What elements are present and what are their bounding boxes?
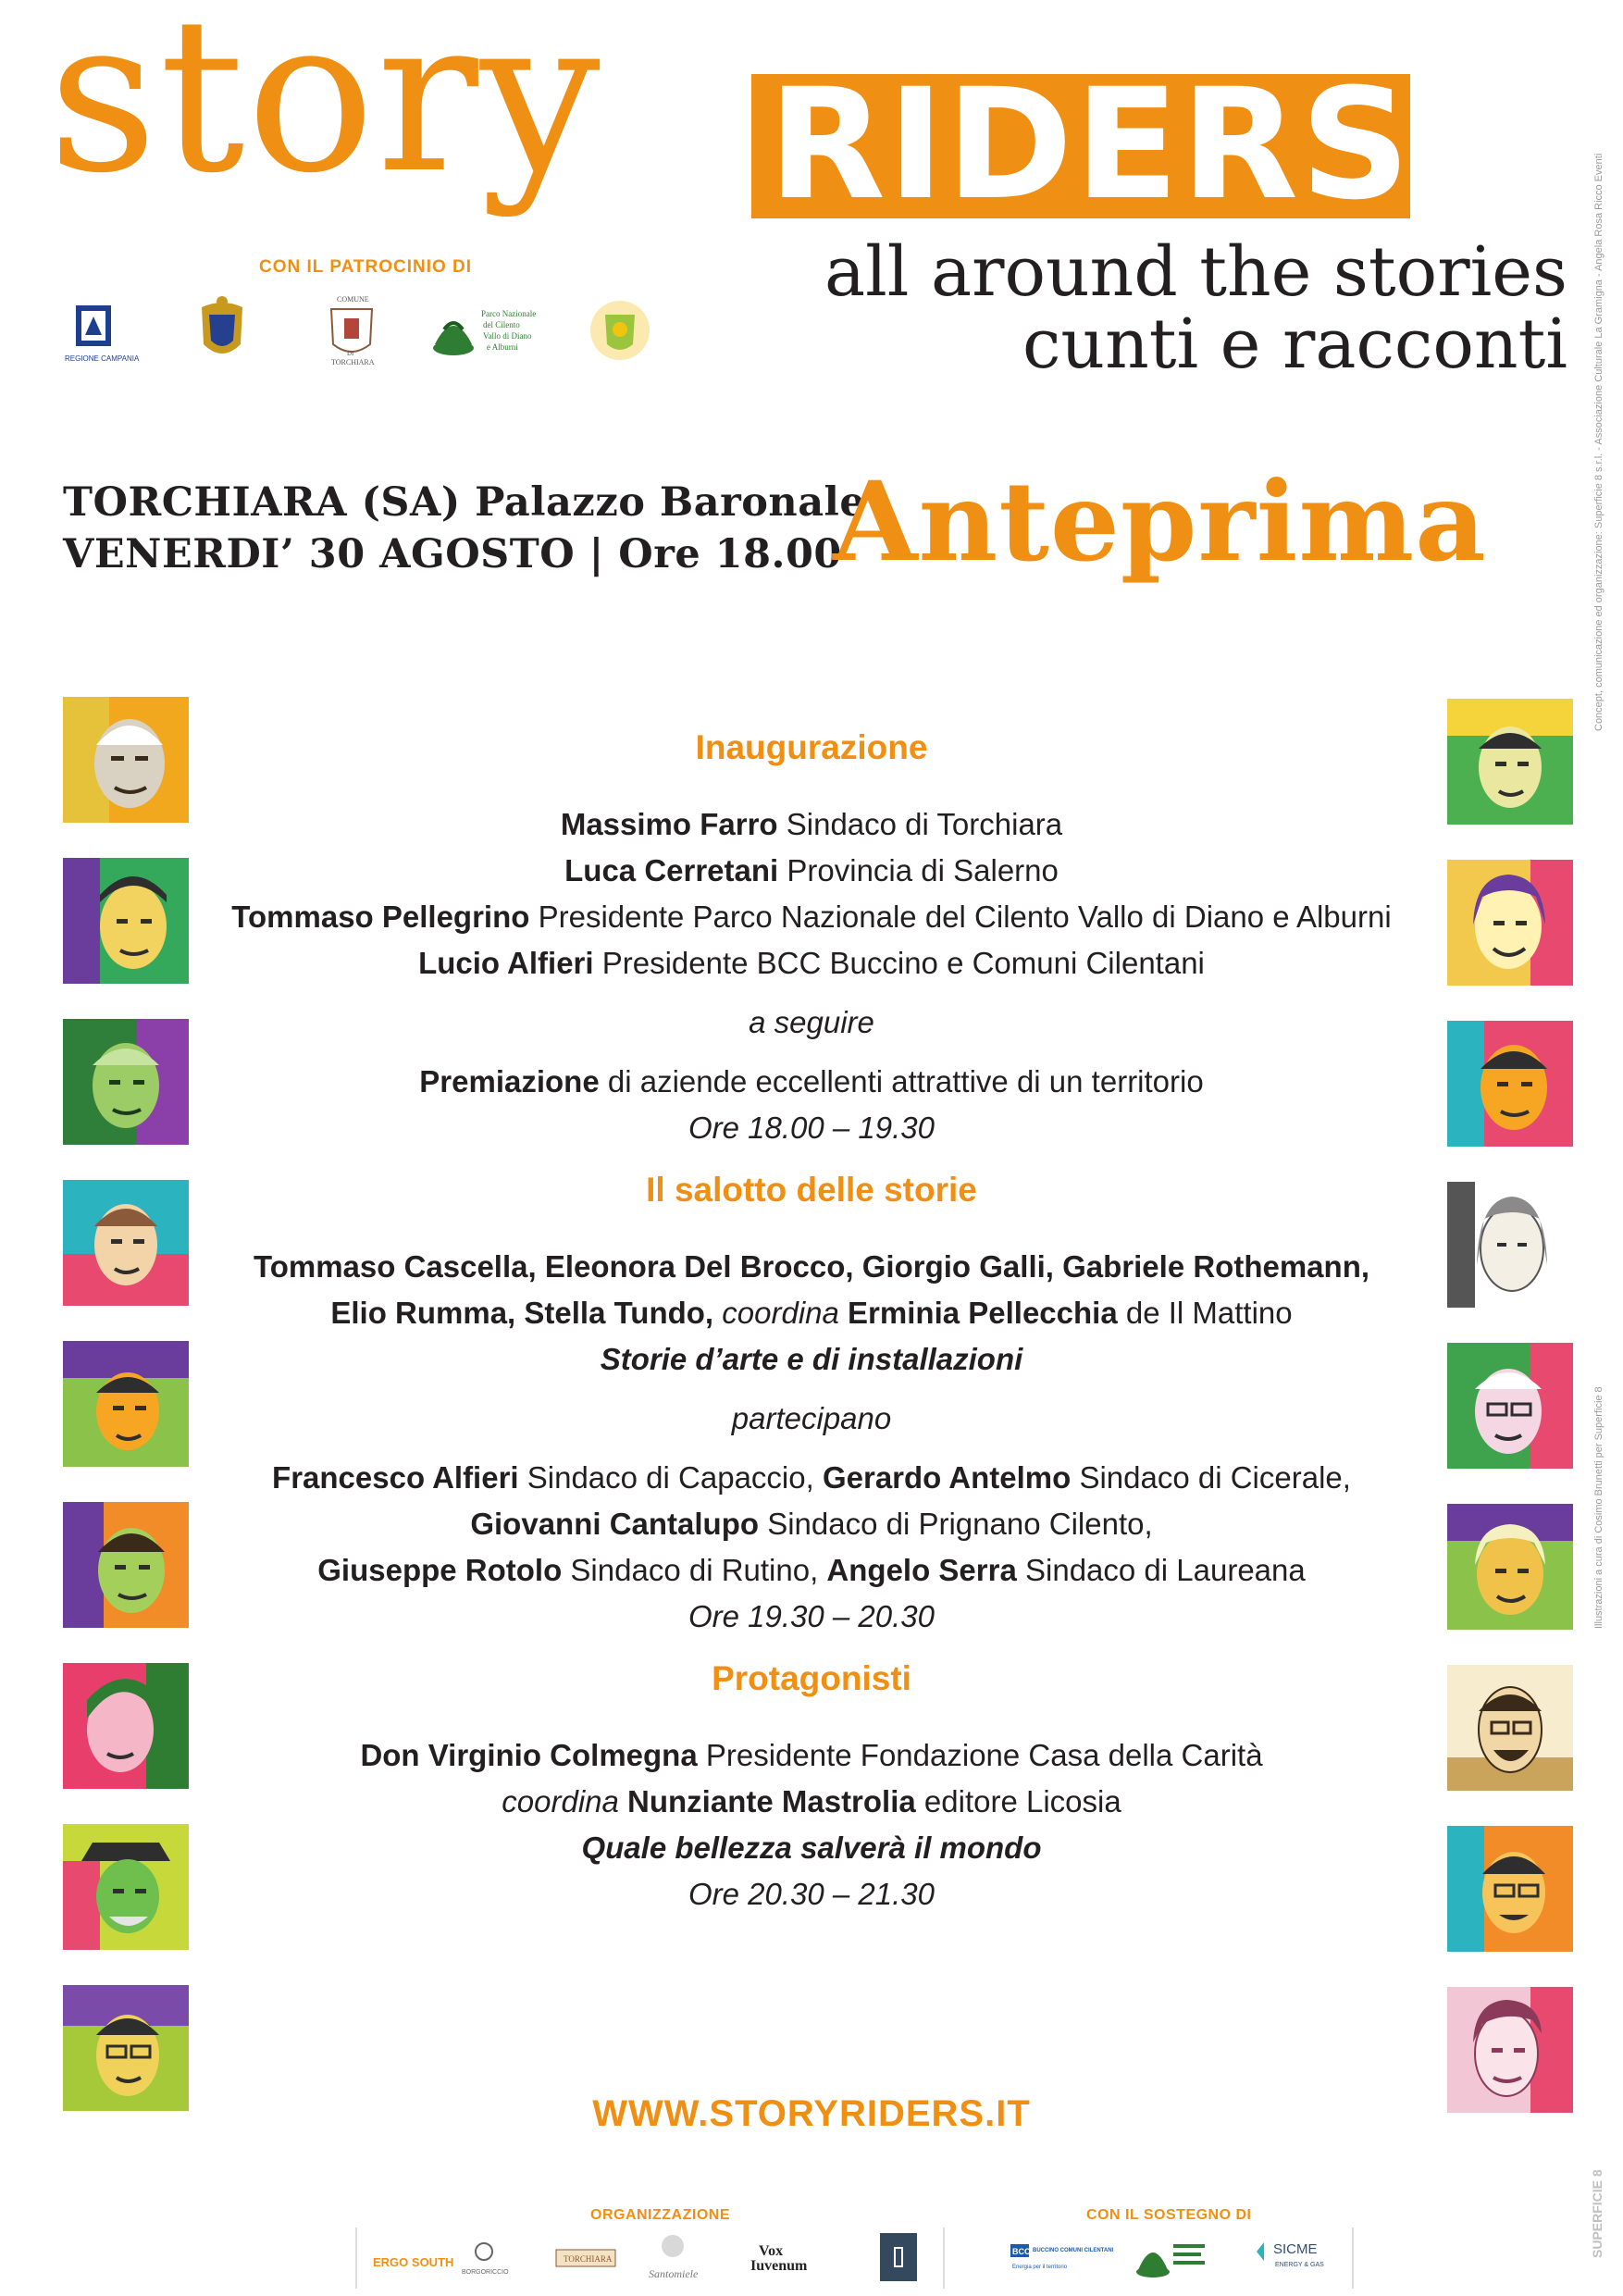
speaker-line: Elio Rumma, Stella Tundo, coordina Erminia Pellecchia de Il Mattino	[330, 1296, 1293, 1330]
venue-date-time: VENERDI’ 30 AGOSTO | Ore 18.00	[63, 531, 842, 577]
svg-text:COMUNE: COMUNE	[337, 295, 369, 304]
svg-text:TORCHIARA: TORCHIARA	[564, 2254, 613, 2264]
svg-text:del Cilento: del Cilento	[483, 320, 520, 329]
story-logo-text: story	[48, 0, 602, 220]
svg-text:Vox: Vox	[759, 2243, 784, 2259]
svg-text:Iuvenum: Iuvenum	[750, 2258, 808, 2274]
sponsors-block	[1009, 2207, 1356, 2290]
svg-text:BORGORICCIO: BORGORICCIO	[462, 2269, 509, 2276]
session-subtitle: Storie d’arte e di installazioni	[600, 1342, 1023, 1376]
regione-campania-logo	[65, 305, 140, 363]
vox-iuvenum-logo	[750, 2243, 808, 2274]
time-slot: Ore 18.00 – 19.30	[688, 1111, 935, 1145]
session-subtitle: Quale bellezza salverà il mondo	[581, 1831, 1042, 1865]
speaker-line: coordina Nunziante Mastrolia editore Licosia	[502, 1784, 1121, 1818]
riders-logo-block	[751, 56, 1413, 233]
svg-text:TORCHIARA: TORCHIARA	[331, 358, 375, 366]
svg-text:DI: DI	[347, 350, 354, 357]
svg-text:Energia per il territorio: Energia per il territorio	[1012, 2265, 1068, 2270]
tagline-line-2: cunti e racconti	[1022, 304, 1567, 384]
svg-text:SICME: SICME	[1273, 2241, 1318, 2257]
svg-text:Parco Nazionale: Parco Nazionale	[481, 309, 537, 318]
sponsors-label: CON IL SOSTEGNO DI	[1086, 2207, 1252, 2223]
time-slot: Ore 19.30 – 20.30	[688, 1599, 935, 1633]
tagline-line-1: all around the stories	[824, 232, 1567, 312]
torchiara-org-logo	[556, 2250, 615, 2266]
svg-text:ENERGY & GAS: ENERGY & GAS	[1275, 2262, 1324, 2268]
parco-nazionale-logo	[433, 309, 536, 355]
award-line: Premiazione di aziende eccellenti attrattive di un territorio	[419, 1064, 1204, 1098]
municipal-crest-logo	[590, 301, 650, 360]
participants-label: partecipano	[731, 1401, 892, 1435]
event-title: Anteprima	[833, 457, 1487, 586]
svg-text:e Alburni: e Alburni	[487, 342, 518, 352]
sicme-energy-logo	[1257, 2241, 1324, 2268]
square-org-logo	[880, 2233, 917, 2281]
speaker-line: Giuseppe Rotolo Sindaco di Rutino, Angelo Serra Sindaco di Laureana	[317, 1553, 1306, 1587]
provincia-crest-logo	[202, 296, 242, 354]
side-credit-middle: Illustrazioni a cura di Cosimo Brunetti per Superficie 8	[1593, 1386, 1604, 1629]
bcc-buccino-logo	[1010, 2244, 1114, 2270]
patron-logo-1-text: REGIONE CAMPANIA	[65, 354, 140, 363]
portrait-left-9	[63, 1985, 189, 2111]
riders-logo-text: RIDERS	[768, 56, 1413, 233]
portrait-right-7	[1447, 1665, 1573, 1791]
ergo-south-logo	[373, 2255, 453, 2269]
follow-label: a seguire	[749, 1005, 874, 1039]
svg-text:BUCCINO COMUNI CILENTANI: BUCCINO COMUNI CILENTANI	[1033, 2248, 1114, 2253]
portrait-right-4	[1447, 1182, 1573, 1308]
patron-logos	[65, 289, 675, 391]
parco-nazionale-sponsor-logo	[1136, 2244, 1205, 2277]
svg-text:Vallo di Diano: Vallo di Diano	[483, 331, 532, 341]
speaker-line: Tommaso Cascella, Eleonora Del Brocco, Giorgio Galli, Gabriele Rothemann,	[253, 1249, 1370, 1284]
organizers-block	[354, 2207, 947, 2290]
website-link[interactable]: WWW.STORYRIDERS.IT	[592, 2093, 1031, 2134]
portrait-right-6	[1447, 1504, 1573, 1630]
venue-block	[63, 477, 865, 580]
comune-torchiara-logo	[331, 295, 375, 366]
section-title-inaugurazione: Inaugurazione	[695, 728, 928, 766]
portrait-right-8	[1447, 1826, 1573, 1952]
speaker-line: Giovanni Cantalupo Sindaco di Prignano Cilento,	[470, 1507, 1153, 1541]
speaker-line: Massimo Farro Sindaco di Torchiara	[560, 807, 1063, 841]
organizers-label: ORGANIZZAZIONE	[590, 2207, 730, 2223]
svg-text:ERGO SOUTH: ERGO SOUTH	[373, 2255, 454, 2269]
portrait-right-5	[1447, 1343, 1573, 1469]
speaker-line: Francesco Alfieri Sindaco di Capaccio, Gerardo Antelmo Sindaco di Cicerale,	[272, 1460, 1351, 1495]
speaker-line: Luca Cerretani Provincia di Salerno	[564, 853, 1059, 887]
speaker-line: Don Virginio Colmegna Presidente Fondazione Casa della Carità	[360, 1738, 1263, 1772]
svg-text:Santomiele: Santomiele	[649, 2267, 699, 2280]
tagline	[824, 232, 1567, 384]
time-slot: Ore 20.30 – 21.30	[688, 1877, 935, 1911]
section-title-salotto: Il salotto delle storie	[646, 1171, 977, 1209]
venue-location: TORCHIARA (SA) Palazzo Baronale	[63, 479, 866, 526]
santomiele-logo	[649, 2235, 699, 2280]
speaker-line: Lucio Alfieri Presidente BCC Buccino e Comuni Cilentani	[418, 946, 1205, 980]
svg-text:BCC: BCC	[1012, 2247, 1031, 2256]
side-credit-top: Concept, comunicazione ed organizzazione: Superficie 8 s.r.l. - Associazione Culturale La Gramigna - Angela Rosa Ricco Eventi	[1593, 153, 1604, 731]
section-title-protagonisti: Protagonisti	[712, 1659, 911, 1697]
portrait-right-2	[1447, 860, 1573, 986]
side-credit-bottom: SUPERFICIE 8	[1590, 2169, 1604, 2258]
portrait-right-3	[1447, 1021, 1573, 1147]
speaker-line: Tommaso Pellegrino Presidente Parco Nazionale del Cilento Vallo di Diano e Alburni	[231, 900, 1392, 934]
portrait-right-1	[1447, 699, 1573, 825]
patronage-label: CON IL PATROCINIO DI	[259, 257, 473, 277]
program	[167, 722, 1456, 1917]
borgoriccio-logo	[462, 2243, 509, 2276]
